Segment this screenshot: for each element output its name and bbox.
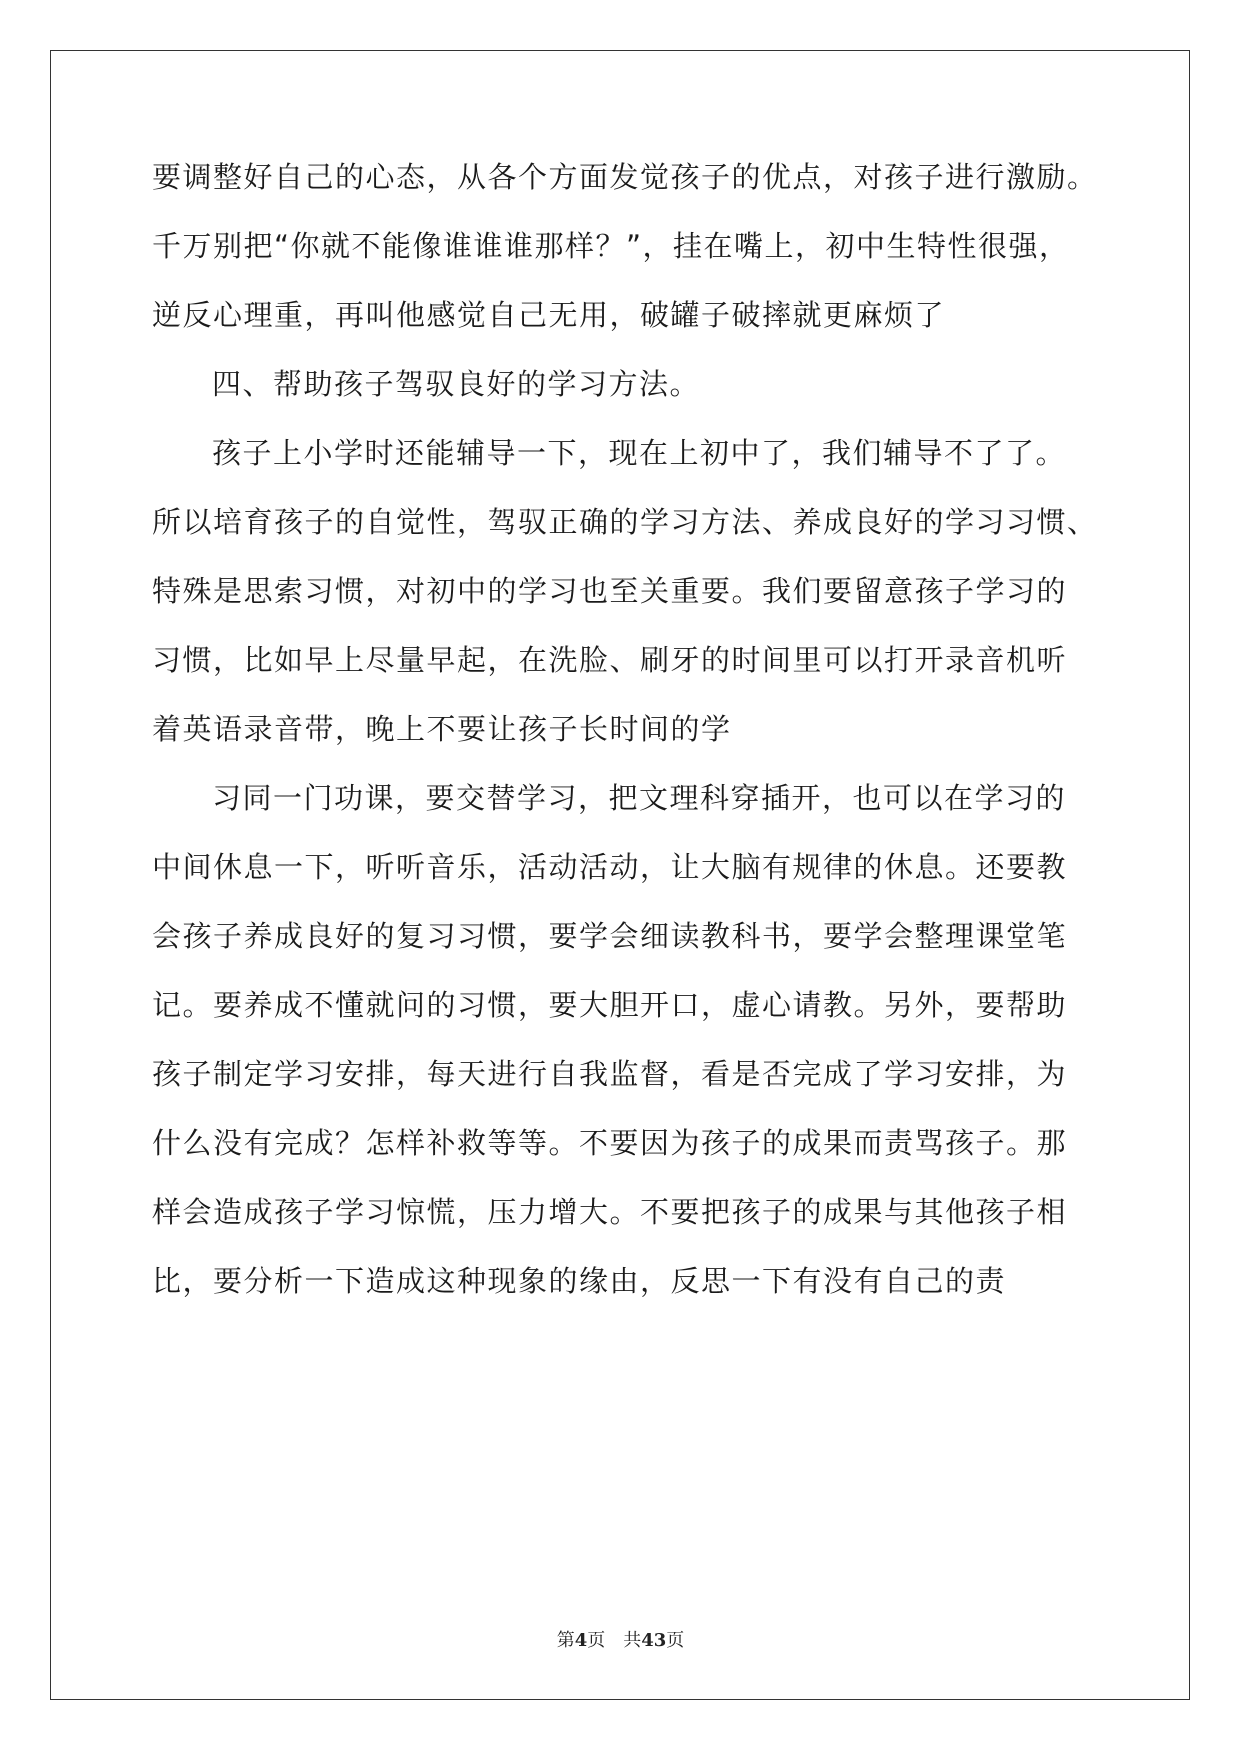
text-line-6: 所以培育孩子的自觉性，驾驭正确的学习方法、养成良好的学习习惯、 <box>152 505 1098 539</box>
text-line-3: 逆反心理重，再叫他感觉自己无用，破罐子破摔就更麻烦了 <box>152 298 946 332</box>
text-line-1: 要调整好自己的心态，从各个方面发觉孩子的优点，对孩子进行激励。 <box>152 160 1098 194</box>
text-line-9: 着英语录音带，晚上不要让孩子长时间的学 <box>152 712 732 746</box>
page-prefix: 第 <box>556 1630 575 1651</box>
total-suffix: 页 <box>666 1630 685 1651</box>
section-heading: 四、帮助孩子驾驭良好的学习方法。 <box>212 367 701 401</box>
total-prefix: 共 <box>623 1630 642 1651</box>
page-footer <box>0 1626 1241 1652</box>
total-pages: 43 <box>641 1630 667 1651</box>
text-line-10: 习同一门功课，要交替学习，把文理科穿插开，也可以在学习的 <box>212 781 1067 815</box>
text-line-12: 会孩子养成良好的复习习惯，要学会细读教科书，要学会整理课堂笔 <box>152 919 1068 953</box>
text-line-2: 千万别把“你就不能像谁谁谁那样？”，挂在嘴上，初中生特性很强， <box>152 229 1070 263</box>
text-line-13: 记。要养成不懂就问的习惯，要大胆开口，虚心请教。另外，要帮助 <box>152 988 1068 1022</box>
text-line-8: 习惯，比如早上尽量早起，在洗脸、刷牙的时间里可以打开录音机听 <box>152 643 1068 677</box>
text-line-16: 样会造成孩子学习惊慌，压力增大。不要把孩子的成果与其他孩子相 <box>152 1195 1068 1229</box>
page-suffix: 页 <box>587 1630 606 1651</box>
text-line-15: 什么没有完成？怎样补救等等。不要因为孩子的成果而责骂孩子。那 <box>152 1126 1068 1160</box>
text-line-5: 孩子上小学时还能辅导一下，现在上初中了，我们辅导不了了。 <box>212 436 1067 470</box>
text-line-14: 孩子制定学习安排，每天进行自我监督，看是否完成了学习安排，为 <box>152 1057 1068 1091</box>
text-line-11: 中间休息一下，听听音乐，活动活动，让大脑有规律的休息。还要教 <box>152 850 1068 884</box>
page-number: 4 <box>574 1630 588 1651</box>
text-line-7: 特殊是思索习惯，对初中的学习也至关重要。我们要留意孩子学习的 <box>152 574 1068 608</box>
text-line-17: 比，要分析一下造成这种现象的缘由，反思一下有没有自己的责 <box>152 1264 1007 1298</box>
